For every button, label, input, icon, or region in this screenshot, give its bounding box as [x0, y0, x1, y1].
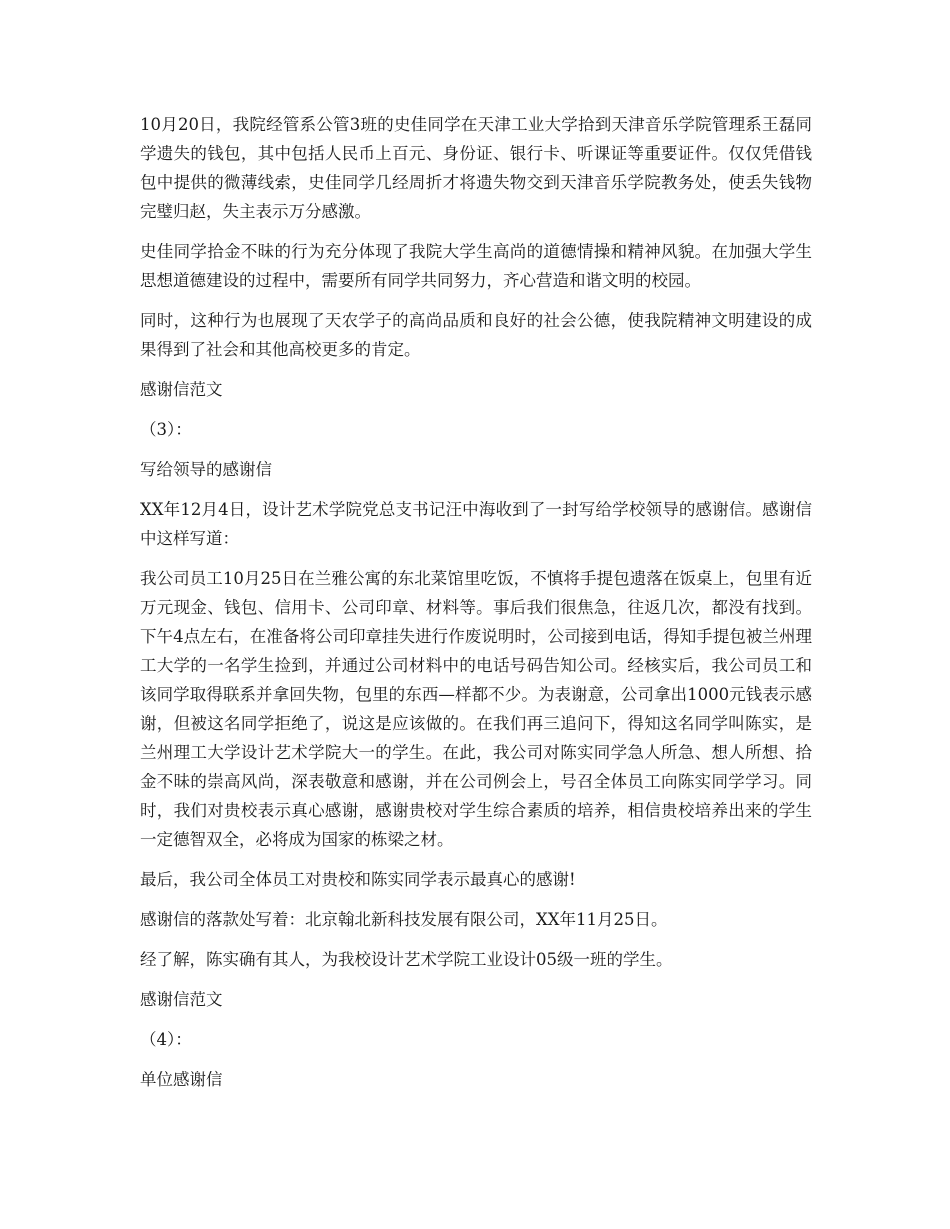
section-subtitle: 写给领导的感谢信: [140, 460, 272, 479]
paragraph-letter-intro: XX年12月4日，设计艺术学院党总支书记汪中海收到了一封写给学校领导的感谢信。感谢信中这样写道：: [140, 500, 812, 548]
section-subtitle: 单位感谢信: [140, 1070, 223, 1089]
paragraph-social-ethics: 同时，这种行为也展现了天农学子的高尚品质和良好的社会公德，使我院精神文明建设的成果得到了社会和其他高校更多的肯定。: [140, 311, 812, 359]
paragraph-letter-body: 我公司员工10月25日在兰雅公寓的东北菜馆里吃饭，不慎将手提包遗落在饭桌上，包里有近万元现金、钱包、信用卡、公司印章、材料等。事后我们很焦急，往返几次，都没有找到。下午4点左右，在准备将公司印章挂失进行作废说明时，公司接到电话，得知手提包被兰州理工大学的一名学生捡到，并通过公司材料中的电话号码告知公司。经核实后，我公司员工和该同学取得联系并拿回失物，包里的东西—样都不少。为表谢意，公司拿出1000元钱表示感谢，但被这名同学拒绝了，说这是应该做的。在我们再三追问下，得知这名同学叫陈实，是兰州理工大学设计艺术学院大一的学生。在此，我公司对陈实同学急人所急、想人所想、拾金不昧的崇高风尚，深表敬意和感谢，并在公司例会上，号召全体员工向陈实同学学习。同时，我们对贵校表示真心感谢，感谢贵校对学生综合素质的培养，相信贵校培养出来的学生一定德智双全，必将成为国家的栋梁之材。: [140, 569, 812, 849]
section-heading-sample: 感谢信范文: [140, 380, 223, 399]
section-number: （4）：: [140, 1030, 192, 1049]
section-number: （3）：: [140, 420, 192, 439]
section-heading-sample: 感谢信范文: [140, 990, 223, 1009]
paragraph-letter-closing: 最后，我公司全体员工对贵校和陈实同学表示最真心的感谢!: [140, 870, 576, 889]
paragraph-letter-signature: 感谢信的落款处写着：北京翰北新科技发展有限公司，XX年11月25日。: [140, 910, 668, 929]
document-body: [140, 110, 812, 1105]
paragraph-moral-praise: 史佳同学拾金不昧的行为充分体现了我院大学生高尚的道德情操和精神风貌。在加强大学生思想道德建设的过程中，需要所有同学共同努力，齐心营造和谐文明的校园。: [140, 242, 812, 290]
paragraph-lost-wallet-story: 10月20日，我院经管系公管3班的史佳同学在天津工业大学拾到天津音乐学院管理系王磊同学遗失的钱包，其中包括人民币上百元、身份证、银行卡、听课证等重要证件。仅仅凭借钱包中提供的微薄线索，史佳同学几经周折才将遗失物交到天津音乐学院教务处，使丢失钱物完璧归赵，失主表示万分感激。: [140, 115, 812, 221]
paragraph-verification: 经了解，陈实确有其人，为我校设计艺术学院工业设计05级一班的学生。: [140, 950, 673, 969]
